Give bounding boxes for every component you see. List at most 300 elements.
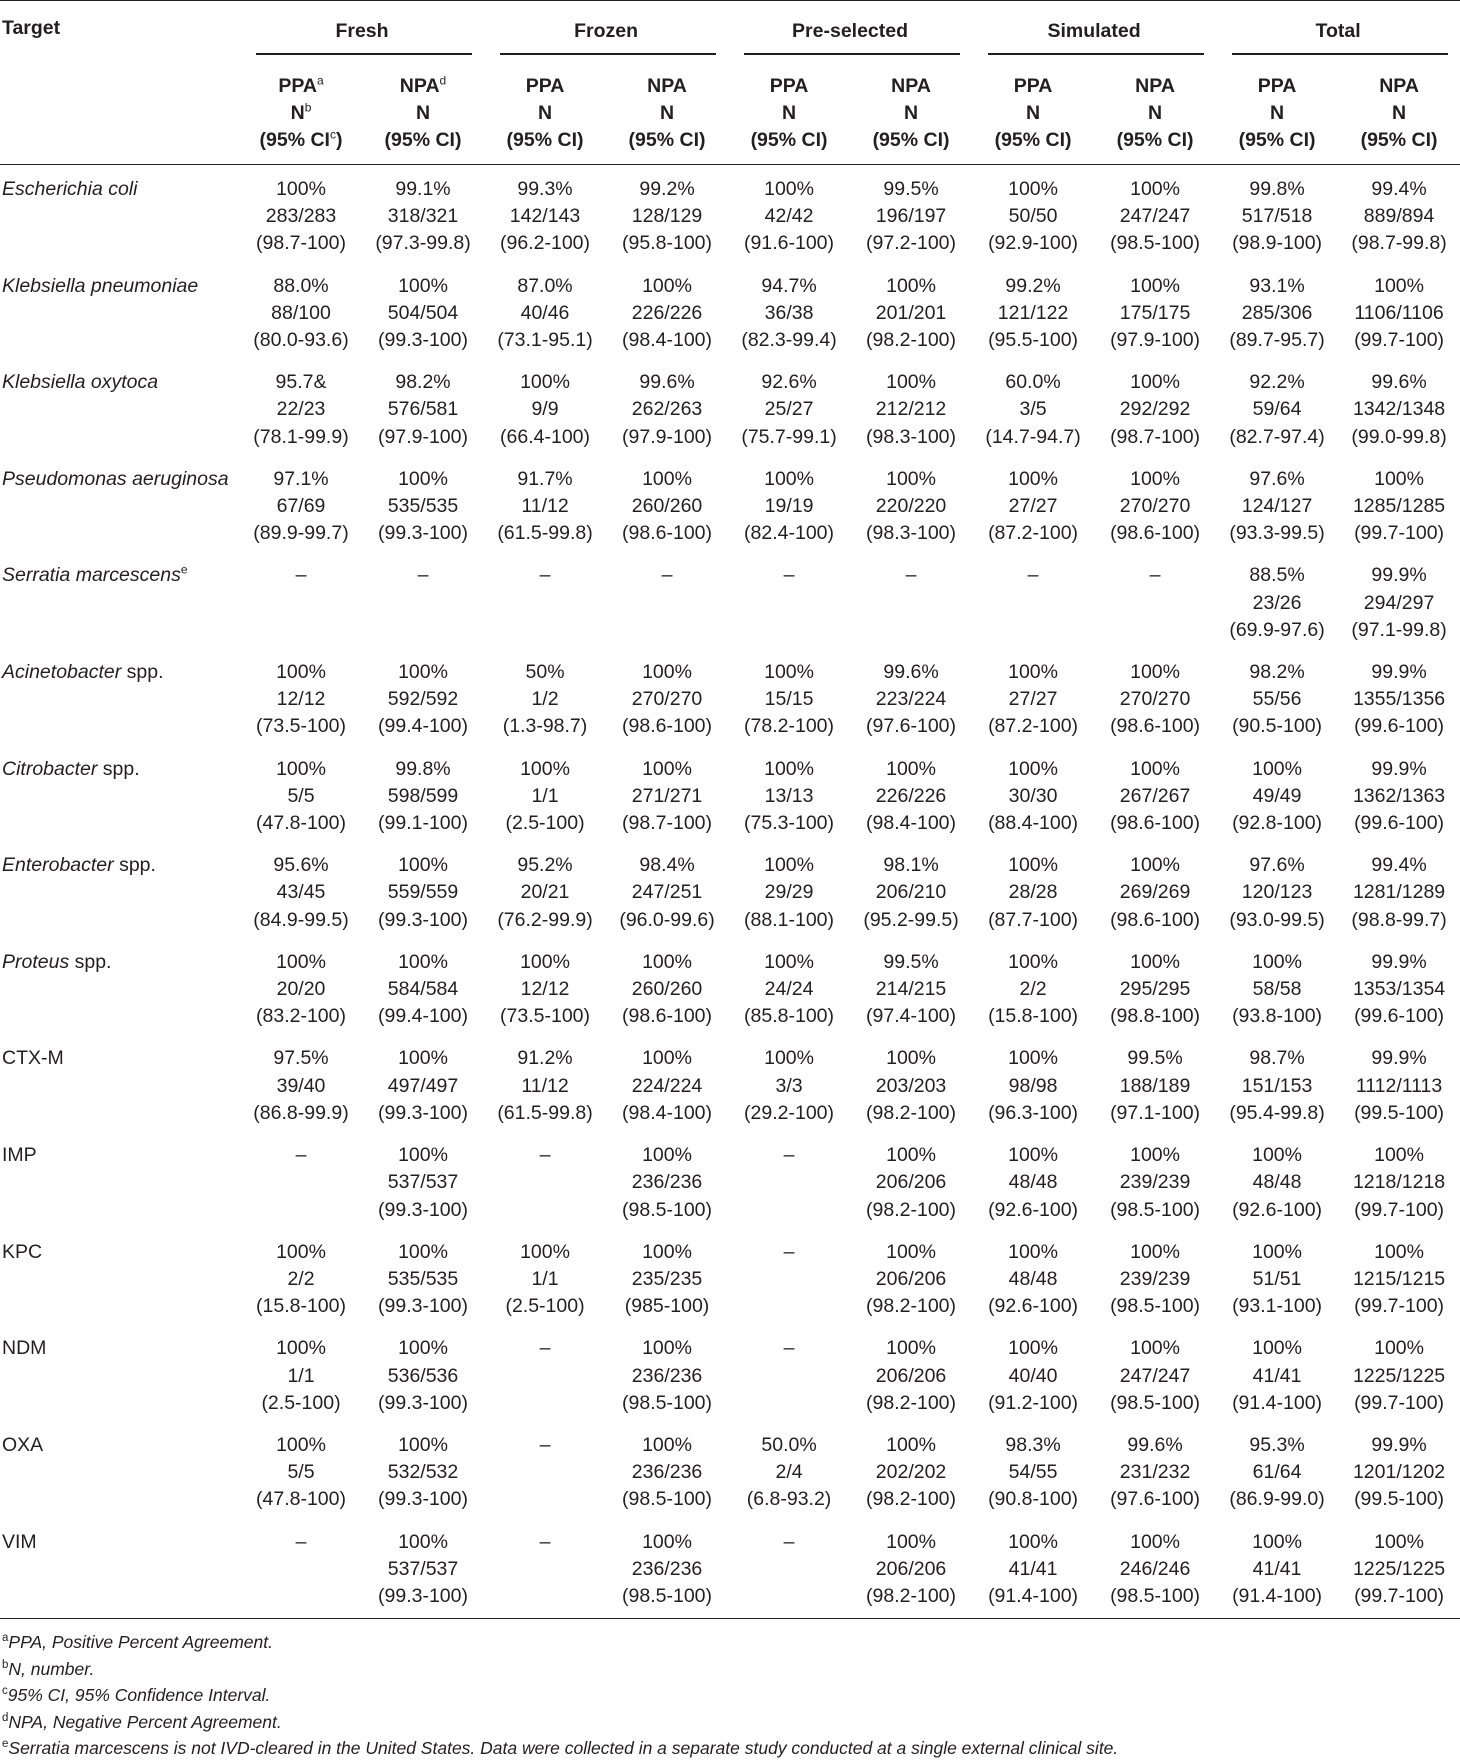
target-name-plain: spp. bbox=[113, 854, 156, 877]
cell-percent: 100% bbox=[1008, 467, 1058, 490]
sub-header-row bbox=[0, 63, 1460, 165]
cell-ci: (2.5-100) bbox=[505, 1295, 585, 1318]
cell-percent: 100% bbox=[520, 1240, 570, 1263]
cell-ci: (98.6-100) bbox=[1110, 908, 1201, 931]
footnote-marker: a bbox=[316, 73, 324, 88]
cell-percent: 97.6% bbox=[1249, 854, 1305, 877]
target-name-plain: KPC bbox=[2, 1240, 43, 1263]
table-cell bbox=[972, 262, 1094, 359]
table-cell bbox=[1094, 841, 1216, 938]
cell-ci: (47.8-100) bbox=[256, 812, 346, 835]
target-name bbox=[0, 358, 240, 455]
target-name bbox=[0, 1324, 240, 1421]
table-cell bbox=[972, 1228, 1094, 1325]
cell-percent: 100% bbox=[276, 950, 326, 973]
cell-percent: 100% bbox=[642, 757, 692, 780]
cell-count: 20/21 bbox=[520, 881, 570, 904]
target-name-italic: Proteus bbox=[2, 950, 70, 973]
sub-header-label: NPA bbox=[891, 75, 931, 97]
cell-count: 236/236 bbox=[631, 1557, 703, 1580]
target-name bbox=[0, 938, 240, 1035]
cell-percent: – bbox=[295, 1144, 307, 1167]
cell-count: 270/270 bbox=[1119, 688, 1191, 711]
table-cell bbox=[1338, 841, 1460, 938]
cell-ci: (95.5-100) bbox=[988, 329, 1079, 352]
cell-ci: (92.9-100) bbox=[988, 232, 1079, 255]
cell-count: 22/23 bbox=[276, 398, 326, 421]
cell-ci: (985-100) bbox=[624, 1295, 710, 1318]
table-cell bbox=[1338, 262, 1460, 359]
cell-count: 29/29 bbox=[764, 881, 814, 904]
cell-percent: 99.2% bbox=[639, 178, 695, 200]
cell-ci: (88.4-100) bbox=[988, 812, 1079, 835]
cell-percent: 99.4% bbox=[1371, 854, 1427, 877]
cell-ci: (98.5-100) bbox=[1110, 1391, 1201, 1414]
cell-ci: (98.2-100) bbox=[866, 329, 957, 352]
cell-ci: (98.2-100) bbox=[866, 1295, 957, 1318]
table-cell bbox=[362, 1324, 484, 1421]
cell-count: 13/13 bbox=[764, 784, 814, 807]
table-cell bbox=[606, 841, 728, 938]
table-cell bbox=[850, 262, 972, 359]
cell-count: 88/100 bbox=[271, 301, 331, 324]
sub-header-n: N bbox=[903, 102, 919, 124]
table-cell bbox=[240, 841, 362, 938]
cell-count: 41/41 bbox=[1008, 1557, 1058, 1580]
cell-percent: 100% bbox=[1008, 1530, 1058, 1553]
cell-count: 537/537 bbox=[387, 1557, 459, 1580]
table-cell bbox=[728, 455, 850, 552]
cell-ci: (97.9-100) bbox=[1110, 329, 1201, 352]
table-cell bbox=[606, 1421, 728, 1518]
table-cell bbox=[240, 1131, 362, 1228]
table-cell bbox=[606, 551, 728, 648]
cell-percent: 99.6% bbox=[883, 661, 939, 684]
table-cell bbox=[728, 165, 850, 262]
cell-count: 1218/1218 bbox=[1352, 1171, 1446, 1194]
table-row bbox=[0, 938, 1460, 1035]
cell-ci: (98.4-100) bbox=[866, 812, 957, 835]
table-cell bbox=[362, 165, 484, 262]
cell-percent: 100% bbox=[1130, 371, 1180, 394]
table-cell bbox=[484, 455, 606, 552]
cell-percent: – bbox=[783, 564, 795, 587]
cell-count: 206/206 bbox=[875, 1267, 947, 1290]
sub-header-ci: (95% CI) bbox=[1360, 129, 1438, 151]
sub-header-n: N bbox=[415, 102, 431, 124]
table-cell bbox=[484, 1034, 606, 1131]
table-cell bbox=[1216, 1324, 1338, 1421]
cell-count: 36/38 bbox=[764, 301, 814, 324]
cell-count: 11/12 bbox=[521, 495, 569, 518]
cell-percent: – bbox=[783, 1530, 795, 1553]
cell-ci: (93.3-99.5) bbox=[1229, 522, 1325, 545]
cell-ci: (93.8-100) bbox=[1232, 1005, 1323, 1028]
cell-percent: 100% bbox=[886, 1047, 936, 1070]
sub-header-ci: (95% CI) bbox=[1116, 129, 1194, 151]
cell-ci: (1.3-98.7) bbox=[502, 715, 588, 738]
cell-ci: (99.7-100) bbox=[1354, 1584, 1445, 1607]
cell-count: 1/1 bbox=[287, 1364, 315, 1387]
table-cell bbox=[972, 841, 1094, 938]
cell-count: 201/201 bbox=[875, 301, 947, 324]
table-cell bbox=[850, 1131, 972, 1228]
cell-percent: 99.5% bbox=[883, 178, 939, 200]
cell-percent: 100% bbox=[642, 274, 692, 297]
cell-ci: (99.3-100) bbox=[378, 1488, 468, 1511]
cell-count: 30/30 bbox=[1008, 784, 1058, 807]
target-name bbox=[0, 262, 240, 359]
table-cell bbox=[1094, 1034, 1216, 1131]
target-name bbox=[0, 1421, 240, 1518]
cell-percent: 100% bbox=[886, 1240, 936, 1263]
cell-count: 25/27 bbox=[764, 398, 814, 421]
cell-percent: 100% bbox=[1130, 178, 1180, 200]
cell-ci: (90.8-100) bbox=[988, 1488, 1079, 1511]
cell-ci: (61.5-99.8) bbox=[497, 1101, 593, 1124]
table-cell bbox=[1338, 648, 1460, 745]
table-cell bbox=[1338, 358, 1460, 455]
table-cell bbox=[850, 745, 972, 842]
table-cell bbox=[1216, 455, 1338, 552]
cell-count: 1106/1106 bbox=[1354, 301, 1444, 324]
footnote-letter: c bbox=[2, 1685, 8, 1698]
cell-ci: (78.2-100) bbox=[744, 715, 835, 738]
table-row bbox=[0, 1324, 1460, 1421]
cell-count: 203/203 bbox=[875, 1074, 947, 1097]
cell-ci: (98.6-100) bbox=[1110, 812, 1201, 835]
table-cell bbox=[850, 1421, 972, 1518]
table-cell bbox=[1338, 1228, 1460, 1325]
cell-ci: (97.1-100) bbox=[1110, 1101, 1201, 1124]
table-cell bbox=[728, 938, 850, 1035]
table-cell bbox=[972, 358, 1094, 455]
cell-count: 1/1 bbox=[531, 784, 559, 807]
cell-ci: (92.8-100) bbox=[1232, 812, 1323, 835]
cell-percent: 100% bbox=[1130, 950, 1180, 973]
table-cell bbox=[606, 358, 728, 455]
cell-ci: (97.9-100) bbox=[378, 425, 468, 448]
cell-percent: 100% bbox=[1130, 757, 1180, 780]
cell-ci: (96.2-100) bbox=[500, 232, 590, 255]
table-row bbox=[0, 1228, 1460, 1325]
table-cell bbox=[240, 1324, 362, 1421]
table-cell bbox=[240, 745, 362, 842]
cell-ci: (98.6-100) bbox=[1110, 715, 1201, 738]
cell-count: 12/12 bbox=[520, 978, 570, 1001]
table-cell bbox=[1094, 1421, 1216, 1518]
cell-ci: (6.8-93.2) bbox=[746, 1488, 832, 1511]
cell-percent: 100% bbox=[1130, 1337, 1180, 1360]
sub-header-0 bbox=[240, 63, 362, 165]
cell-count: 537/537 bbox=[387, 1171, 459, 1194]
cell-count: 196/197 bbox=[875, 205, 947, 228]
cell-percent: 88.5% bbox=[1249, 564, 1305, 587]
footnote bbox=[2, 1709, 1460, 1736]
cell-ci: (69.9-97.6) bbox=[1229, 618, 1325, 641]
cell-count: 247/251 bbox=[631, 881, 703, 904]
cell-percent: 100% bbox=[520, 950, 570, 973]
cell-ci: (99.3-100) bbox=[378, 1198, 468, 1221]
cell-percent: 100% bbox=[1008, 1337, 1058, 1360]
cell-ci: (88.1-100) bbox=[744, 908, 835, 931]
cell-percent: – bbox=[783, 1144, 795, 1167]
footnote-text: NPA, Negative Percent Agreement. bbox=[8, 1711, 282, 1732]
cell-count: 98/98 bbox=[1008, 1074, 1058, 1097]
target-name-italic: Klebsiella pneumoniae bbox=[2, 274, 199, 297]
table-cell bbox=[972, 1324, 1094, 1421]
table-cell bbox=[728, 648, 850, 745]
sub-header-label: NPA bbox=[399, 75, 440, 97]
cell-percent: 100% bbox=[398, 1047, 448, 1070]
cell-ci: (98.3-100) bbox=[866, 522, 957, 545]
table-cell bbox=[1094, 745, 1216, 842]
cell-ci: (87.2-100) bbox=[988, 522, 1079, 545]
cell-percent: 100% bbox=[398, 854, 448, 877]
table-cell bbox=[362, 1228, 484, 1325]
cell-ci: (96.0-99.6) bbox=[619, 908, 715, 931]
cell-ci: (82.3-99.4) bbox=[741, 329, 837, 352]
sub-header-label: NPA bbox=[1135, 75, 1175, 97]
cell-count: 236/236 bbox=[631, 1171, 703, 1194]
cell-percent: 99.3% bbox=[517, 178, 573, 200]
cell-percent: 100% bbox=[886, 274, 936, 297]
cell-count: 224/224 bbox=[631, 1074, 703, 1097]
sub-header-8 bbox=[1216, 63, 1338, 165]
sub-header-label: PPA bbox=[1013, 75, 1053, 97]
target-name bbox=[0, 551, 240, 648]
cell-count: 536/536 bbox=[387, 1364, 459, 1387]
table-cell bbox=[1094, 165, 1216, 262]
cell-ci: (89.7-95.7) bbox=[1229, 329, 1325, 352]
cell-count: 51/51 bbox=[1252, 1267, 1302, 1290]
cell-percent: 100% bbox=[642, 467, 692, 490]
table-cell bbox=[728, 745, 850, 842]
cell-ci: (98.5-100) bbox=[622, 1488, 712, 1511]
table-cell bbox=[728, 1324, 850, 1421]
target-name-plain: spp. bbox=[121, 661, 164, 684]
footnote-marker: e bbox=[180, 562, 188, 577]
table-cell bbox=[1216, 1421, 1338, 1518]
table-cell bbox=[606, 1228, 728, 1325]
cell-percent: 100% bbox=[398, 1240, 448, 1263]
cell-count: 535/535 bbox=[387, 1267, 459, 1290]
target-name-plain: spp. bbox=[69, 950, 112, 973]
footnote bbox=[2, 1682, 1460, 1709]
group-header-fresh: Fresh bbox=[240, 1, 484, 64]
table-cell bbox=[484, 551, 606, 648]
cell-count: 517/518 bbox=[1241, 205, 1313, 228]
table-cell bbox=[728, 1228, 850, 1325]
table-cell bbox=[484, 841, 606, 938]
cell-ci: (47.8-100) bbox=[256, 1488, 346, 1511]
table-cell bbox=[362, 1034, 484, 1131]
cell-ci: (98.5-100) bbox=[1110, 1295, 1201, 1318]
cell-percent: 99.8% bbox=[1249, 178, 1305, 200]
cell-ci: (99.6-100) bbox=[1354, 812, 1445, 835]
cell-ci: (98.2-100) bbox=[866, 1101, 957, 1124]
cell-ci: (90.5-100) bbox=[1232, 715, 1323, 738]
cell-percent: – bbox=[539, 1337, 551, 1360]
sub-header-6 bbox=[972, 63, 1094, 165]
table-cell bbox=[362, 1518, 484, 1619]
cell-ci: (99.3-100) bbox=[378, 1101, 468, 1124]
cell-percent: 88.0% bbox=[273, 274, 329, 297]
cell-percent: 100% bbox=[764, 854, 814, 877]
cell-percent: – bbox=[1149, 564, 1161, 587]
cell-ci: (98.6-100) bbox=[622, 715, 712, 738]
cell-ci: (97.9-100) bbox=[622, 425, 712, 448]
cell-count: 43/45 bbox=[276, 881, 326, 904]
cell-count: 1/1 bbox=[531, 1267, 559, 1290]
cell-percent: – bbox=[905, 564, 917, 587]
target-name bbox=[0, 1518, 240, 1619]
cell-count: 67/69 bbox=[276, 495, 326, 518]
cell-count: 598/599 bbox=[387, 784, 459, 807]
cell-ci: (84.9-99.5) bbox=[253, 908, 349, 931]
footnotes bbox=[0, 1619, 1460, 1762]
cell-ci: (99.7-100) bbox=[1354, 1391, 1445, 1414]
cell-count: 889/894 bbox=[1363, 205, 1435, 228]
cell-ci: (99.7-100) bbox=[1354, 1295, 1445, 1318]
table-cell bbox=[484, 262, 606, 359]
table-cell bbox=[1216, 1228, 1338, 1325]
table-cell bbox=[606, 745, 728, 842]
cell-count: 9/9 bbox=[531, 398, 559, 421]
footnote-letter: a bbox=[2, 1632, 9, 1645]
table-cell bbox=[1216, 262, 1338, 359]
cell-ci: (66.4-100) bbox=[500, 425, 590, 448]
target-name-italic: Citrobacter bbox=[2, 757, 98, 780]
cell-count: 267/267 bbox=[1119, 784, 1191, 807]
cell-percent: 94.7% bbox=[761, 274, 817, 297]
table-cell bbox=[240, 358, 362, 455]
cell-ci: (93.1-100) bbox=[1232, 1295, 1323, 1318]
cell-ci: (98.5-100) bbox=[622, 1584, 712, 1607]
cell-count: 151/153 bbox=[1241, 1074, 1313, 1097]
cell-count: 223/224 bbox=[875, 688, 947, 711]
group-header-frozen: Frozen bbox=[484, 1, 728, 64]
table-cell bbox=[850, 165, 972, 262]
cell-ci: (98.5-100) bbox=[622, 1198, 712, 1221]
cell-ci: (99.5-100) bbox=[1354, 1488, 1445, 1511]
table-cell bbox=[850, 1324, 972, 1421]
sub-header-label: NPA bbox=[1379, 75, 1419, 97]
cell-percent: – bbox=[539, 1144, 551, 1167]
table-cell bbox=[484, 938, 606, 1035]
cell-ci: (97.4-100) bbox=[866, 1005, 957, 1028]
table-cell bbox=[362, 648, 484, 745]
table-cell bbox=[240, 455, 362, 552]
cell-percent: 99.9% bbox=[1371, 564, 1427, 587]
cell-percent: 100% bbox=[764, 950, 814, 973]
table-row bbox=[0, 1131, 1460, 1228]
table-cell bbox=[728, 1034, 850, 1131]
cell-ci: (99.1-100) bbox=[378, 812, 468, 835]
table-cell bbox=[484, 1518, 606, 1619]
table-cell bbox=[972, 1131, 1094, 1228]
cell-percent: 100% bbox=[886, 1433, 936, 1456]
cell-percent: 93.1% bbox=[1249, 274, 1305, 297]
table-cell bbox=[972, 551, 1094, 648]
cell-ci: (98.5-100) bbox=[1110, 1198, 1201, 1221]
cell-percent: – bbox=[783, 1240, 795, 1263]
cell-count: 262/263 bbox=[631, 398, 703, 421]
cell-percent: 100% bbox=[1252, 950, 1302, 973]
cell-count: 2/2 bbox=[287, 1267, 315, 1290]
cell-ci: (86.8-99.9) bbox=[253, 1101, 349, 1124]
cell-ci: (98.2-100) bbox=[866, 1584, 957, 1607]
group-header-total: Total bbox=[1216, 1, 1460, 64]
cell-ci: (86.9-99.0) bbox=[1229, 1488, 1325, 1511]
cell-count: 236/236 bbox=[631, 1364, 703, 1387]
cell-ci: (99.0-99.8) bbox=[1351, 425, 1447, 448]
cell-ci: (99.3-100) bbox=[378, 1295, 468, 1318]
table-cell bbox=[240, 648, 362, 745]
cell-percent: 100% bbox=[398, 274, 448, 297]
table-cell bbox=[1216, 551, 1338, 648]
cell-percent: 99.2% bbox=[1005, 274, 1061, 297]
cell-count: 584/584 bbox=[387, 978, 459, 1001]
cell-ci: (98.8-100) bbox=[1110, 1005, 1201, 1028]
cell-percent: – bbox=[661, 564, 673, 587]
cell-percent: 87.0% bbox=[517, 274, 573, 297]
cell-percent: 100% bbox=[642, 1530, 692, 1553]
cell-count: 1342/1348 bbox=[1352, 398, 1446, 421]
cell-count: 24/24 bbox=[764, 978, 814, 1001]
table-cell bbox=[362, 358, 484, 455]
footnote-letter: b bbox=[2, 1658, 9, 1671]
cell-count: 285/306 bbox=[1241, 301, 1313, 324]
table-row bbox=[0, 262, 1460, 359]
cell-percent: 100% bbox=[1252, 757, 1302, 780]
cell-percent: 99.9% bbox=[1371, 661, 1427, 684]
cell-ci: (96.3-100) bbox=[988, 1101, 1079, 1124]
cell-percent: 98.2% bbox=[395, 371, 451, 394]
table-cell bbox=[240, 165, 362, 262]
cell-count: 59/64 bbox=[1252, 398, 1302, 421]
footnote-marker: d bbox=[439, 73, 447, 88]
sub-header-1 bbox=[362, 63, 484, 165]
cell-count: 61/64 bbox=[1252, 1461, 1302, 1484]
sub-header-2 bbox=[484, 63, 606, 165]
footnote-text: 95% CI, 95% Confidence Interval. bbox=[7, 1685, 271, 1706]
cell-percent: 100% bbox=[764, 178, 814, 200]
cell-percent: 100% bbox=[1130, 467, 1180, 490]
cell-ci: (14.7-94.7) bbox=[985, 425, 1081, 448]
cell-ci: (98.7-100) bbox=[256, 232, 346, 255]
table-cell bbox=[728, 841, 850, 938]
cell-ci: (92.6-100) bbox=[1232, 1198, 1323, 1221]
group-header-preselected: Pre-selected bbox=[728, 1, 972, 64]
cell-ci: (97.2-100) bbox=[866, 232, 957, 255]
cell-count: 1281/1289 bbox=[1352, 881, 1446, 904]
cell-percent: 100% bbox=[764, 1047, 814, 1070]
cell-percent: 100% bbox=[398, 1337, 448, 1360]
cell-count: 41/41 bbox=[1252, 1557, 1302, 1580]
table-cell bbox=[240, 262, 362, 359]
table-cell bbox=[1216, 1131, 1338, 1228]
cell-count: 535/535 bbox=[387, 495, 459, 518]
sub-header-ci: (95% CI) bbox=[628, 129, 706, 151]
target-name-italic: Serratia marcescens bbox=[2, 564, 181, 587]
cell-count: 175/175 bbox=[1119, 301, 1191, 324]
cell-count: 260/260 bbox=[631, 978, 703, 1001]
table-cell bbox=[484, 745, 606, 842]
cell-percent: 100% bbox=[886, 757, 936, 780]
cell-ci: (99.3-100) bbox=[378, 1584, 468, 1607]
table-cell bbox=[484, 1131, 606, 1228]
